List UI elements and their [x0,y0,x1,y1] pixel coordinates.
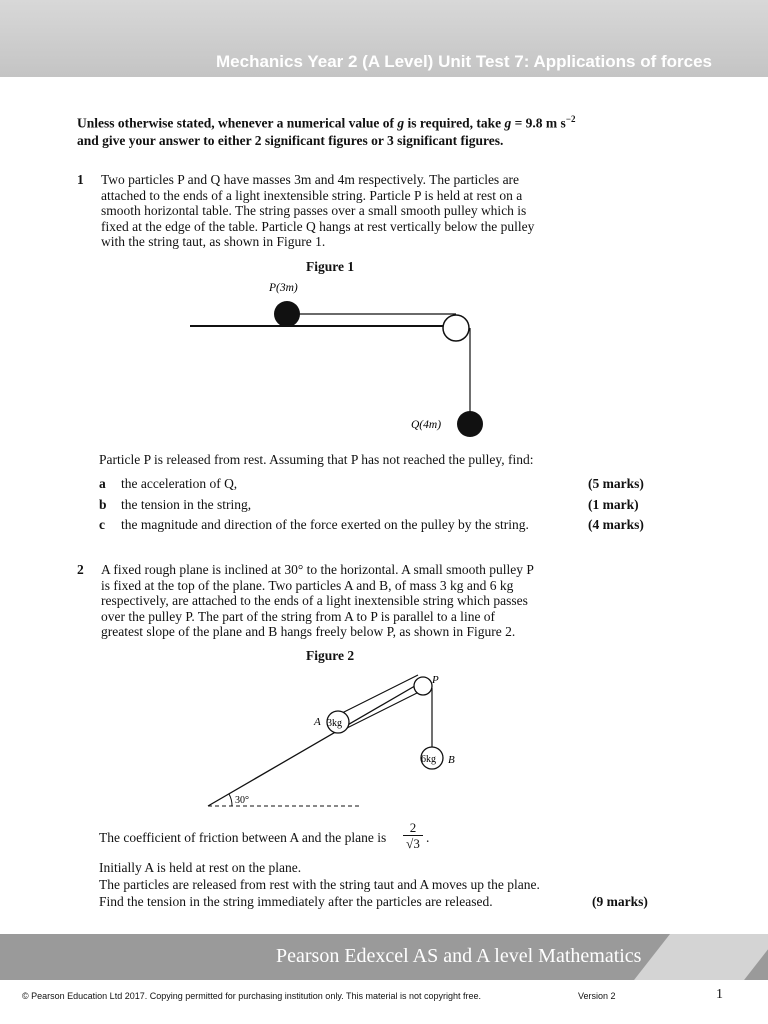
friction-coefficient-text: The coefficient of friction between A and the plane is [99,830,387,845]
string-a-to-p-upper [334,675,418,717]
pulley-1 [443,315,469,341]
intro-line-1: Unless otherwise stated, whenever a numerical value of g is required, take g = 9.8 m $s^{-2}$ [77,114,576,131]
inclined-plane [208,683,420,806]
particle-q-label: Q(4m) [411,419,442,431]
q2-line: over the pulley P. The part of the string from A to P is parallel to a line of [101,608,496,624]
particle-b-mass: 6kg [421,754,436,765]
intro-line-2: and give your answer to either 2 significant figures or 3 significant figures. [77,132,504,148]
pulley-p-label: P [432,674,439,686]
particle-q [457,411,483,437]
initial-condition: Initially A is held at rest on the plane. [99,860,302,875]
string-a-to-p-lower [341,689,425,731]
q2-line: is fixed at the top of the plane. Two particles A and B, of mass 3 kg and 6 kg [101,577,514,593]
q1-line: smooth horizontal table. The string passes over a small smooth pulley which is [101,203,527,218]
question-2-text [101,562,534,640]
q1-line: attached to the ends of a light inextensible string. Particle P is held at rest on a [101,187,523,203]
release-condition: The particles are released from rest with the string taut and A moves up the plane. [99,877,540,892]
part-c-letter: c [99,517,105,532]
angle-arc [229,794,232,806]
question-1-number: 1 [77,172,84,187]
particle-p-label: P(3m) [269,282,298,294]
part-c-text: the magnitude and direction of the force exerted on the pulley by the string. [121,517,529,532]
friction-period: . [426,830,430,845]
footer-title: Pearson Edexcel AS and A level Mathematics [276,945,642,967]
q2-line: A fixed rough plane is inclined at 30° to the horizontal. A small smooth pulley P [101,562,534,577]
q1-line: with the string taut, as shown in Figure 1. [101,234,326,249]
header-title: Mechanics Year 2 (A Level) Unit Test 7: Applications of forces [216,52,712,71]
q2-line: respectively, are attached to the ends of a light inextensible string which passes [101,593,528,608]
part-b-letter: b [99,497,107,512]
page-number: 1 [716,987,723,1002]
particle-a-label: A [314,716,321,728]
question-1-stem: Particle P is released from rest. Assuming that P has not reached the pulley, find: [99,452,534,467]
particle-b-label: B [448,754,455,766]
friction-numerator: 2 [409,820,417,835]
pulley-2 [414,677,432,695]
part-b-marks: (1 mark) [588,497,639,512]
question-2-task: Find the tension in the string immediately after the particles are released. [99,894,493,909]
question-2-marks: (9 marks) [592,894,648,909]
particle-p [274,301,300,327]
part-a-marks: (5 marks) [588,476,644,491]
part-b-text: the tension in the string, [121,497,252,512]
particle-a-mass: 3kg [327,718,342,729]
question-2-number: 2 [77,562,84,577]
version-label: Version 2 [578,991,616,1001]
figure-1-label: Figure 1 [306,259,355,274]
figure-2-label: Figure 2 [306,648,355,663]
q1-line: Two particles P and Q have masses 3m and 4m respectively. The particles are [101,172,520,187]
q1-line: fixed at the edge of the table. Particle Q hangs at rest vertically below the pulley [101,218,535,234]
part-a-text: the acceleration of Q, [121,476,238,491]
part-c-marks: (4 marks) [588,517,644,532]
copyright-notice: © Pearson Education Ltd 2017. Copying permitted for purchasing institution only. This material is not copyright free. [22,991,482,1001]
part-a-letter: a [99,476,106,491]
friction-denominator: √3 [403,835,423,852]
friction-fraction [403,821,423,852]
angle-label: 30° [235,795,249,806]
q2-line: greatest slope of the plane and B hangs freely below P, as shown in Figure 2. [101,624,516,639]
